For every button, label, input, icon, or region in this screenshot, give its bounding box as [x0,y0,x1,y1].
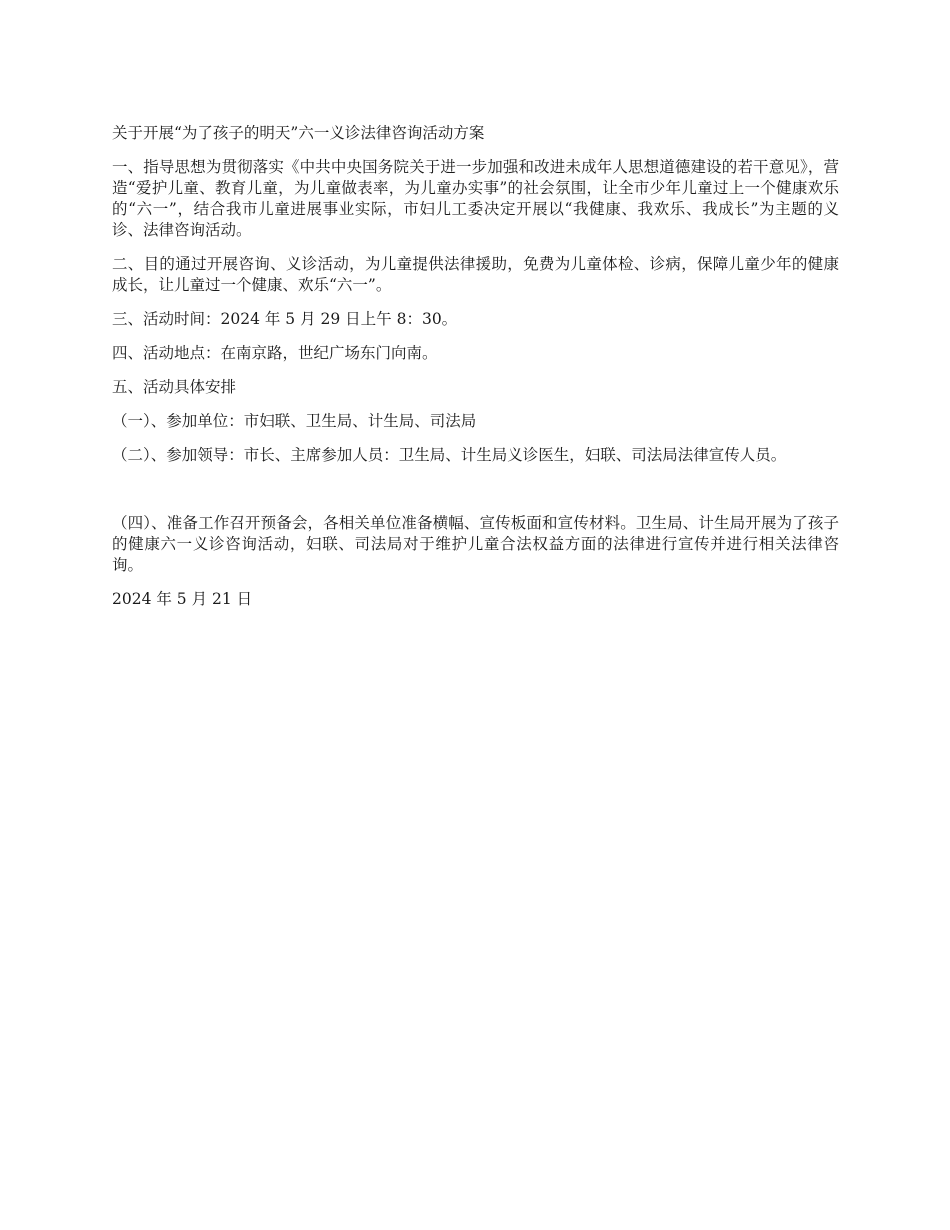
document-title: 关于开展“为了孩子的明天”六一义诊法律咨询活动方案 [112,124,485,142]
blank-gap [112,479,839,513]
section-guiding-ideology: 一、指导思想为贯彻落实《中共中央国务院关于进一步加强和改进未成年人思想道德建设的若干意见》，营造“爱护儿童、教育儿童，为儿童做表率，为儿童办实事”的社会氛围，让全市少年儿童过上一个健康欢乐的“六一”，结合我市儿童进展事业实际，市妇儿工委决定开展以“我健康、我欢乐、我成长”为主题的义诊、法律咨询活动。 [112,158,839,239]
section-preparation: （四）、准备工作召开预备会，各相关单位准备横幅、宣传板面和宣传材料。卫生局、计生局开展为了孩子的健康六一义诊咨询活动，妇联、司法局对于维护儿童合法权益方面的法律进行宣传并进行相关法律咨询。 [112,514,839,574]
document-body [112,123,839,623]
section-activity-location: 四、活动地点：在南京路，世纪广场东门向南。 [112,344,438,362]
section-arrangement-heading: 五、活动具体安排 [112,378,237,396]
section-activity-time: 三、活动时间：2024 年 5 月 29 日上午 8：30。 [112,310,458,328]
document-date: 2024 年 5 月 21 日 [112,590,253,608]
section-participating-units: （一）、参加单位：市妇联、卫生局、计生局、司法局 [112,412,477,430]
section-participating-leaders: （二）、参加领导：市长、主席参加人员：卫生局、计生局义诊医生，妇联、司法局法律宣传人员。 [112,446,787,464]
section-purpose: 二、目的通过开展咨询、义诊活动，为儿童提供法律援助，免费为儿童体检、诊病，保障儿童少年的健康成长，让儿童过一个健康、欢乐“六一”。 [112,255,839,294]
